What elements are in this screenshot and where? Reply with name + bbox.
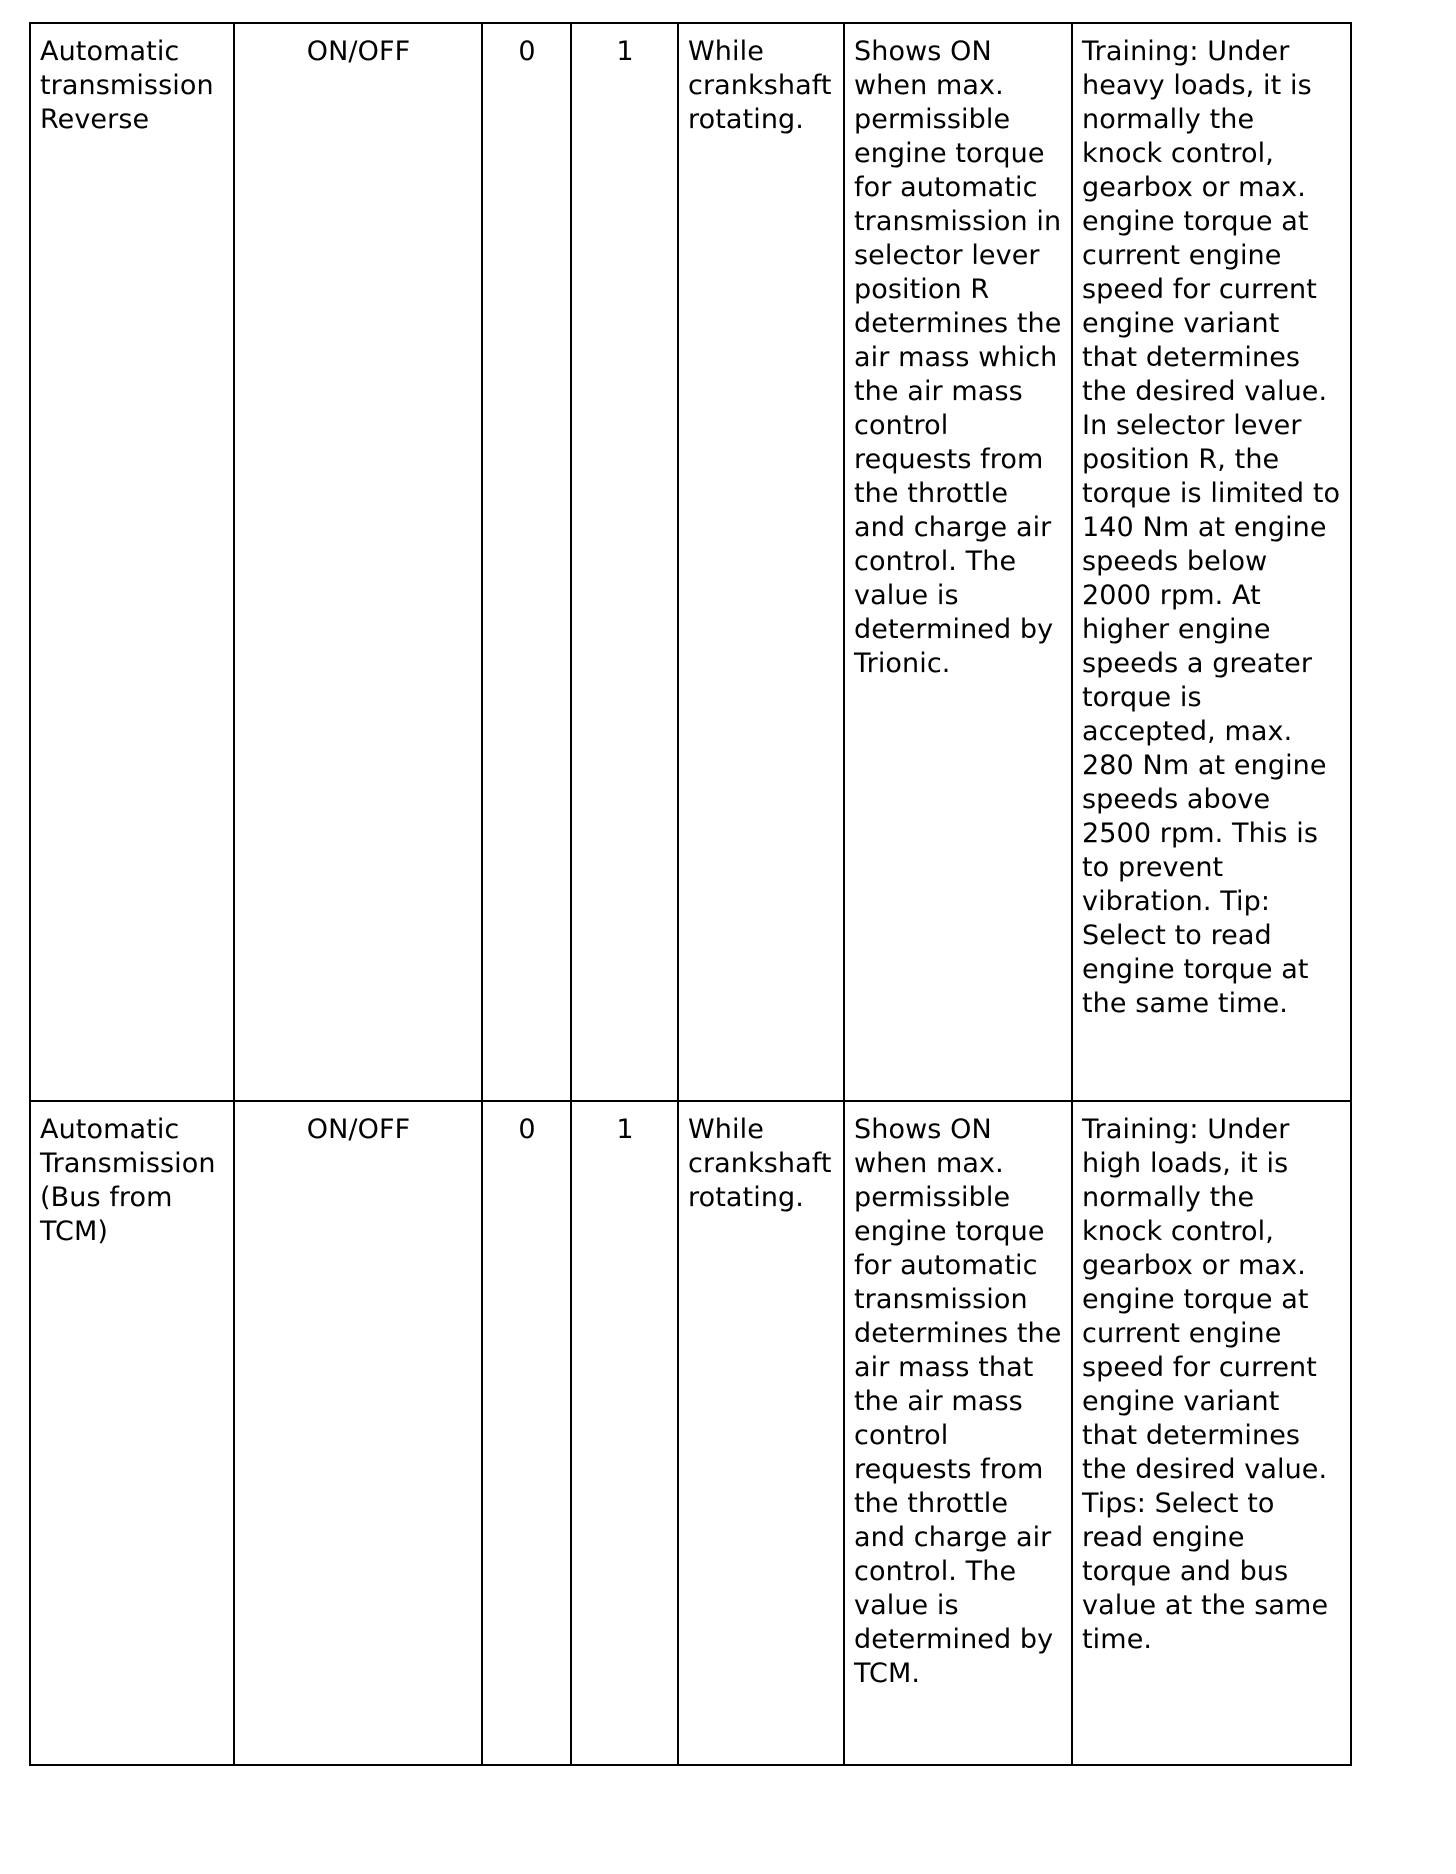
- parameter-name-cell: Automatic Transmission (Bus from TCM): [30, 1101, 234, 1765]
- parameter-name-cell: Automatic transmission Reverse: [30, 23, 234, 1101]
- unit-cell: ON/OFF: [234, 1101, 482, 1765]
- parameter-table: [29, 22, 1352, 1766]
- unit-cell: ON/OFF: [234, 23, 482, 1101]
- max-value-cell: 1: [571, 23, 678, 1101]
- description-cell: Shows ON when max. permissible engine torque for automatic transmission in selector lever position R determines the air mass which the air mass control requests from the throttle and charge air control. The value is determined by Trionic.: [844, 23, 1072, 1101]
- notes-cell: Training: Under high loads, it is normally the knock control, gearbox or max. engine torque at current engine speed for current engine variant that determines the desired value. Tips: Select to read engine torque and bus value at the same time.: [1072, 1101, 1351, 1765]
- condition-cell: While crankshaft rotating.: [678, 1101, 844, 1765]
- condition-cell: While crankshaft rotating.: [678, 23, 844, 1101]
- table-row: [30, 23, 1351, 1101]
- notes-cell: Training: Under heavy loads, it is normally the knock control, gearbox or max. engine torque at current engine speed for current engine variant that determines the desired value. In selector lever position R, the torque is limited to 140 Nm at engine speeds below 2000 rpm. At higher engine speeds a greater torque is accepted, max. 280 Nm at engine speeds above 2500 rpm. This is to prevent vibration. Tip: Select to read engine torque at the same time.: [1072, 23, 1351, 1101]
- description-cell: Shows ON when max. permissible engine torque for automatic transmission determines the air mass that the air mass control requests from the throttle and charge air control. The value is determined by TCM.: [844, 1101, 1072, 1765]
- max-value-cell: 1: [571, 1101, 678, 1765]
- table-row: [30, 1101, 1351, 1765]
- min-value-cell: 0: [482, 23, 571, 1101]
- min-value-cell: 0: [482, 1101, 571, 1765]
